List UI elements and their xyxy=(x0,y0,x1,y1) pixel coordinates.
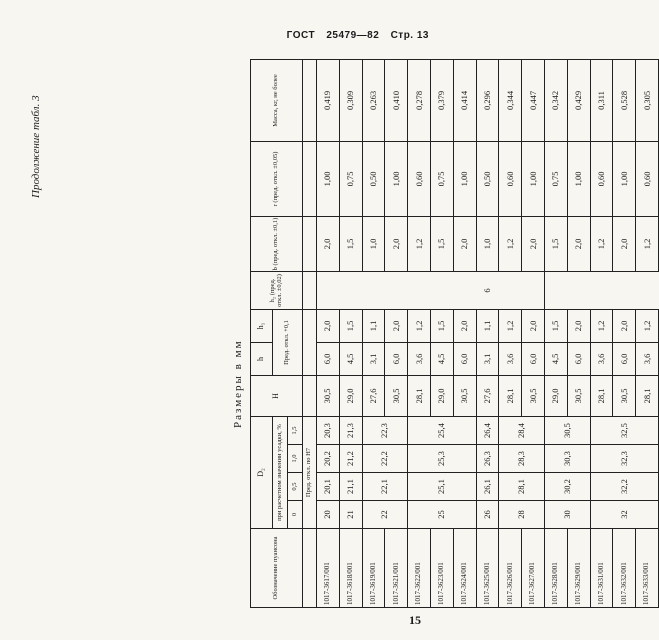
cell-h: 4,5 xyxy=(430,342,453,375)
cell-mass: 0,305 xyxy=(636,59,659,141)
cell-r: 0,60 xyxy=(408,141,431,216)
table-row xyxy=(590,59,613,607)
cell-d2-c15: 32,5 xyxy=(590,416,658,444)
cell-designation: 1017-3622/001 xyxy=(408,529,431,608)
cell-d2-c0: 32 xyxy=(590,501,658,529)
cell-b: 2,0 xyxy=(567,216,590,271)
cell-d2-c0: 28 xyxy=(499,501,545,529)
cell-b: 1,5 xyxy=(544,216,567,271)
cell-h: 6,0 xyxy=(613,342,636,375)
cell-H: 29,0 xyxy=(339,375,362,416)
cell-h1: 1,5 xyxy=(430,309,453,342)
cell-designation: 1017-3628/001 xyxy=(544,529,567,608)
table-row xyxy=(499,59,522,607)
cell-d2-c10: 22,2 xyxy=(362,445,408,473)
cell-h2-empty xyxy=(339,271,362,309)
table-row xyxy=(339,59,362,607)
col-r: r (пред. откл. ±0,05) xyxy=(251,141,303,216)
cell-h: 3,6 xyxy=(408,342,431,375)
cell-mass: 0,311 xyxy=(590,59,613,141)
cell-r: 0,50 xyxy=(362,141,385,216)
cell-d2-c10: 20,2 xyxy=(317,445,340,473)
cell-h1: 1,2 xyxy=(499,309,522,342)
cell-h2-empty xyxy=(317,271,340,309)
b-spacer xyxy=(303,216,317,271)
cell-d2-c0: 26 xyxy=(476,501,499,529)
cell-h1: 1,5 xyxy=(544,309,567,342)
cell-mass: 0,410 xyxy=(385,59,408,141)
shrink-0-5: 0,5 xyxy=(288,473,303,501)
cell-designation: 1017-3621/001 xyxy=(385,529,408,608)
cell-h: 4,5 xyxy=(339,342,362,375)
cell-mass: 0,263 xyxy=(362,59,385,141)
cell-mass: 0,344 xyxy=(499,59,522,141)
cell-designation: 1017-3624/001 xyxy=(453,529,476,608)
cell-r: 0,75 xyxy=(544,141,567,216)
page-ref: Стр. 13 xyxy=(390,30,429,41)
cell-h: 4,5 xyxy=(544,342,567,375)
cell-mass: 0,379 xyxy=(430,59,453,141)
cell-d2-c10: 28,3 xyxy=(499,445,545,473)
cell-H: 28,1 xyxy=(499,375,522,416)
continuation-title: Продолжение табл. 3 xyxy=(30,95,42,198)
cell-H: 27,6 xyxy=(476,375,499,416)
cell-designation: 1017-3633/001 xyxy=(636,529,659,608)
cell-r: 1,00 xyxy=(613,141,636,216)
cell-mass: 0,419 xyxy=(317,59,340,141)
cell-h: 6,0 xyxy=(522,342,545,375)
h-spacer xyxy=(303,309,317,375)
cell-h2-empty xyxy=(408,271,431,309)
cell-r: 0,50 xyxy=(476,141,499,216)
cell-r: 1,00 xyxy=(453,141,476,216)
cell-b: 2,0 xyxy=(385,216,408,271)
cell-b: 1,2 xyxy=(636,216,659,271)
h2-spacer xyxy=(303,271,317,309)
cell-H: 28,1 xyxy=(408,375,431,416)
cell-H: 28,1 xyxy=(590,375,613,416)
mass-spacer xyxy=(303,59,317,141)
cell-h1: 1,5 xyxy=(339,309,362,342)
table-row xyxy=(317,59,340,607)
cell-b: 1,0 xyxy=(362,216,385,271)
cell-H: 30,5 xyxy=(613,375,636,416)
page-header xyxy=(287,30,429,41)
rotated-table-block xyxy=(30,60,652,608)
cell-b: 2,0 xyxy=(613,216,636,271)
cell-mass: 0,429 xyxy=(567,59,590,141)
cell-d2-c05: 28,1 xyxy=(499,473,545,501)
cell-d2-c15: 22,3 xyxy=(362,416,408,444)
cell-b: 1,5 xyxy=(430,216,453,271)
cell-d2-c0: 25 xyxy=(408,501,476,529)
cell-h: 6,0 xyxy=(385,342,408,375)
cell-h1: 1,1 xyxy=(476,309,499,342)
cell-d2-c10: 21,2 xyxy=(339,445,362,473)
cell-mass: 0,414 xyxy=(453,59,476,141)
cell-r: 0,60 xyxy=(636,141,659,216)
cell-mass: 0,447 xyxy=(522,59,545,141)
cell-h2-empty xyxy=(385,271,408,309)
cell-H: 28,1 xyxy=(636,375,659,416)
dimensions-title: Размеры в мм xyxy=(232,339,244,428)
cell-r: 1,00 xyxy=(385,141,408,216)
cell-r: 0,75 xyxy=(339,141,362,216)
cell-d2-c05: 20,1 xyxy=(317,473,340,501)
cell-h: 3,6 xyxy=(499,342,522,375)
cell-h: 6,0 xyxy=(567,342,590,375)
cell-d2-c15: 21,3 xyxy=(339,416,362,444)
table-body xyxy=(317,59,659,607)
col-d2-tolerance: Пред. откл. по Н7 xyxy=(303,416,317,528)
cell-r: 0,75 xyxy=(430,141,453,216)
page-number: 15 xyxy=(409,613,421,627)
cell-mass: 0,528 xyxy=(613,59,636,141)
cell-designation: 1017-3618/001 xyxy=(339,529,362,608)
cell-H: 27,6 xyxy=(362,375,385,416)
cell-r: 1,00 xyxy=(567,141,590,216)
col-designation: Обозначение пуансона xyxy=(251,529,303,608)
col-mass: Масса, кг, не более xyxy=(251,59,303,141)
cell-h: 3,6 xyxy=(590,342,613,375)
cell-d2-c0: 30 xyxy=(544,501,590,529)
cell-r: 0,60 xyxy=(590,141,613,216)
cell-designation: 1017-3617/001 xyxy=(317,529,340,608)
table-row xyxy=(544,59,567,607)
table-row xyxy=(362,59,385,607)
H-spacer xyxy=(303,375,317,416)
cell-d2-c0: 20 xyxy=(317,501,340,529)
cell-d2-c05: 25,1 xyxy=(408,473,476,501)
cell-h: 6,0 xyxy=(453,342,476,375)
cell-d2-c05: 30,2 xyxy=(544,473,590,501)
col-H: H xyxy=(251,375,303,416)
cell-h2-empty xyxy=(567,271,590,309)
cell-r: 1,00 xyxy=(317,141,340,216)
cell-b: 1,2 xyxy=(408,216,431,271)
cell-h2-empty xyxy=(590,271,613,309)
table-row xyxy=(476,59,499,607)
cell-b: 2,0 xyxy=(453,216,476,271)
cell-H: 30,5 xyxy=(522,375,545,416)
col-h-tolerance: Пред. откл. +0,1 xyxy=(273,309,303,375)
cell-h2: 6 xyxy=(430,271,544,309)
table-header xyxy=(251,59,317,607)
gost-label: ГОСТ xyxy=(286,30,316,41)
cell-b: 2,0 xyxy=(522,216,545,271)
cell-d2-c0: 21 xyxy=(339,501,362,529)
cell-h1: 2,0 xyxy=(317,309,340,342)
cell-H: 29,0 xyxy=(544,375,567,416)
cell-r: 0,60 xyxy=(499,141,522,216)
cell-h2-empty xyxy=(544,271,567,309)
cell-h1: 2,0 xyxy=(453,309,476,342)
cell-h1: 1,2 xyxy=(408,309,431,342)
col-h2: h₂ (пред. откл. ±0,02) xyxy=(251,271,303,309)
cell-b: 1,2 xyxy=(590,216,613,271)
cell-d2-c15: 28,4 xyxy=(499,416,545,444)
col-b: b (пред. откл. ±0,1) xyxy=(251,216,303,271)
gost-number: 25479—82 xyxy=(326,30,380,41)
cell-d2-c10: 26,3 xyxy=(476,445,499,473)
cell-mass: 0,342 xyxy=(544,59,567,141)
cell-h: 3,6 xyxy=(636,342,659,375)
cell-h: 3,1 xyxy=(476,342,499,375)
cell-d2-c10: 32,3 xyxy=(590,445,658,473)
cell-h: 3,1 xyxy=(362,342,385,375)
cell-h2-empty xyxy=(636,271,659,309)
cell-h1: 2,0 xyxy=(567,309,590,342)
cell-d2-c15: 20,3 xyxy=(317,416,340,444)
cell-d2-c15: 30,5 xyxy=(544,416,590,444)
cell-designation: 1017-3629/001 xyxy=(567,529,590,608)
cell-mass: 0,296 xyxy=(476,59,499,141)
cell-H: 30,5 xyxy=(317,375,340,416)
col-h: h xyxy=(251,342,273,375)
cell-h: 6,0 xyxy=(317,342,340,375)
cell-designation: 1017-3623/001 xyxy=(430,529,453,608)
cell-r: 1,00 xyxy=(522,141,545,216)
cell-d2-c10: 25,3 xyxy=(408,445,476,473)
shrink-1-0: 1,0 xyxy=(288,445,303,473)
cell-b: 1,5 xyxy=(339,216,362,271)
shrink-0: 0 xyxy=(288,501,303,529)
cell-d2-c15: 26,4 xyxy=(476,416,499,444)
shrink-1-5: 1,5 xyxy=(288,416,303,444)
dimensions-table xyxy=(250,59,659,608)
cell-b: 2,0 xyxy=(317,216,340,271)
cell-b: 1,2 xyxy=(499,216,522,271)
cell-h1: 2,0 xyxy=(613,309,636,342)
col-h1: h₁ xyxy=(251,309,273,342)
cell-d2-c10: 30,3 xyxy=(544,445,590,473)
cell-H: 30,5 xyxy=(567,375,590,416)
cell-H: 30,5 xyxy=(385,375,408,416)
cell-d2-c0: 22 xyxy=(362,501,408,529)
cell-h1: 1,2 xyxy=(636,309,659,342)
cell-d2-c05: 22,1 xyxy=(362,473,408,501)
cell-d2-c15: 25,4 xyxy=(408,416,476,444)
cell-H: 29,0 xyxy=(430,375,453,416)
table-row xyxy=(408,59,431,607)
cell-h1: 1,1 xyxy=(362,309,385,342)
col-shrinkage: при расчетном значении усадки, % xyxy=(273,416,288,528)
cell-mass: 0,278 xyxy=(408,59,431,141)
r-spacer xyxy=(303,141,317,216)
cell-d2-c05: 21,1 xyxy=(339,473,362,501)
cell-designation: 1017-3627/001 xyxy=(522,529,545,608)
cell-d2-c05: 26,1 xyxy=(476,473,499,501)
designation-spacer xyxy=(303,529,317,608)
cell-H: 30,5 xyxy=(453,375,476,416)
cell-h1: 2,0 xyxy=(522,309,545,342)
col-d2: D₂ xyxy=(251,416,273,528)
cell-h1: 1,2 xyxy=(590,309,613,342)
cell-h1: 2,0 xyxy=(385,309,408,342)
cell-h2-empty xyxy=(613,271,636,309)
cell-h2-empty xyxy=(362,271,385,309)
cell-designation: 1017-3631/001 xyxy=(590,529,613,608)
cell-d2-c05: 32,2 xyxy=(590,473,658,501)
cell-designation: 1017-3625/001 xyxy=(476,529,499,608)
cell-designation: 1017-3632/001 xyxy=(613,529,636,608)
cell-mass: 0,309 xyxy=(339,59,362,141)
cell-b: 1,0 xyxy=(476,216,499,271)
cell-designation: 1017-3626/001 xyxy=(499,529,522,608)
cell-designation: 1017-3619/001 xyxy=(362,529,385,608)
